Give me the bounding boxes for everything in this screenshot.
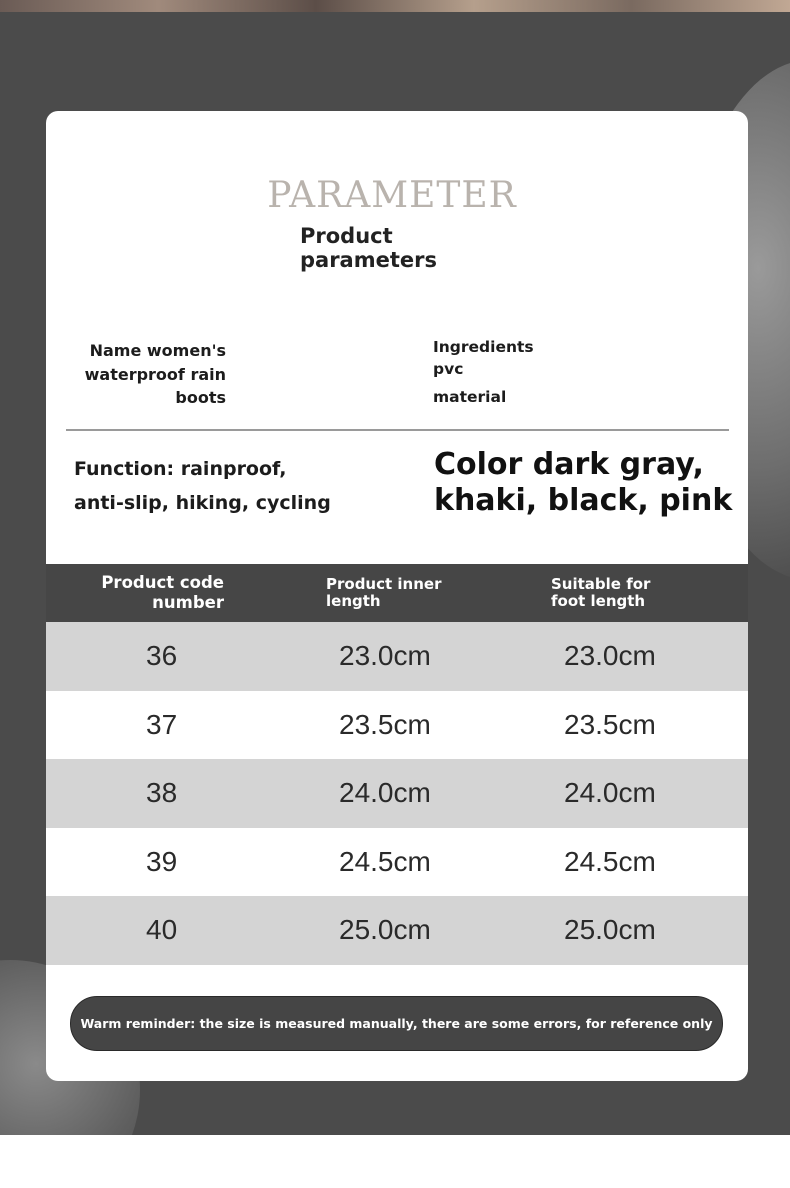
cell-code: 39 bbox=[146, 845, 178, 877]
background-photo-strip bbox=[0, 0, 790, 12]
section-title-line1: Product bbox=[300, 224, 393, 248]
size-table-header bbox=[46, 564, 748, 622]
header-inner-length bbox=[326, 576, 496, 610]
table-row bbox=[46, 691, 748, 760]
cell-code: 36 bbox=[146, 640, 178, 671]
size-table bbox=[46, 564, 748, 965]
cell-code: 38 bbox=[146, 777, 178, 808]
cell-inner-length: 24.5cm bbox=[339, 845, 431, 877]
header-foot-line2: foot length bbox=[551, 592, 646, 610]
header-inner-line2: length bbox=[326, 592, 381, 610]
function-line1: Function: rainproof, bbox=[74, 458, 287, 480]
header-product-code bbox=[86, 573, 224, 613]
divider bbox=[66, 429, 729, 431]
cell-foot-length: 25.0cm bbox=[564, 914, 656, 945]
table-row bbox=[46, 896, 748, 965]
ingredients-material: material bbox=[433, 388, 507, 406]
table-row bbox=[46, 622, 748, 691]
cell-foot-length: 23.5cm bbox=[564, 708, 656, 740]
cell-inner-length: 24.0cm bbox=[339, 777, 431, 808]
decor-title: PARAMETER bbox=[267, 175, 517, 216]
product-name bbox=[66, 339, 226, 410]
color-line2: khaki, black, pink bbox=[434, 483, 733, 518]
product-name-line3: boots bbox=[175, 388, 226, 407]
cell-code: 37 bbox=[146, 708, 178, 740]
header-foot-length bbox=[551, 576, 721, 610]
cell-code: 40 bbox=[146, 914, 178, 945]
cell-foot-length: 23.0cm bbox=[564, 640, 656, 671]
header-code-line2: number bbox=[152, 593, 224, 612]
cell-inner-length: 23.5cm bbox=[339, 708, 431, 740]
ingredients-value: pvc bbox=[433, 360, 464, 378]
warm-reminder-banner: Warm reminder: the size is measured manually, there are some errors, for reference only bbox=[70, 996, 723, 1051]
header-foot-line1: Suitable for bbox=[551, 575, 651, 593]
cell-inner-length: 23.0cm bbox=[339, 640, 431, 671]
cell-inner-length: 25.0cm bbox=[339, 914, 431, 945]
table-row bbox=[46, 828, 748, 897]
section-title bbox=[300, 224, 500, 272]
section-title-line2: parameters bbox=[300, 248, 437, 272]
header-inner-line1: Product inner bbox=[326, 575, 442, 593]
cell-foot-length: 24.5cm bbox=[564, 845, 656, 877]
cell-foot-length: 24.0cm bbox=[564, 777, 656, 808]
function-line2: anti-slip, hiking, cycling bbox=[74, 492, 331, 514]
ingredients-label: Ingredients bbox=[433, 338, 534, 356]
parameter-card bbox=[46, 111, 748, 1081]
product-colors bbox=[434, 447, 744, 519]
color-line1: Color dark gray, bbox=[434, 447, 704, 482]
product-name-line1: Name women's bbox=[89, 341, 226, 360]
product-name-line2: waterproof rain bbox=[84, 364, 226, 384]
product-function bbox=[74, 452, 394, 520]
header-code-line1: Product code bbox=[101, 573, 224, 592]
table-row bbox=[46, 759, 748, 828]
